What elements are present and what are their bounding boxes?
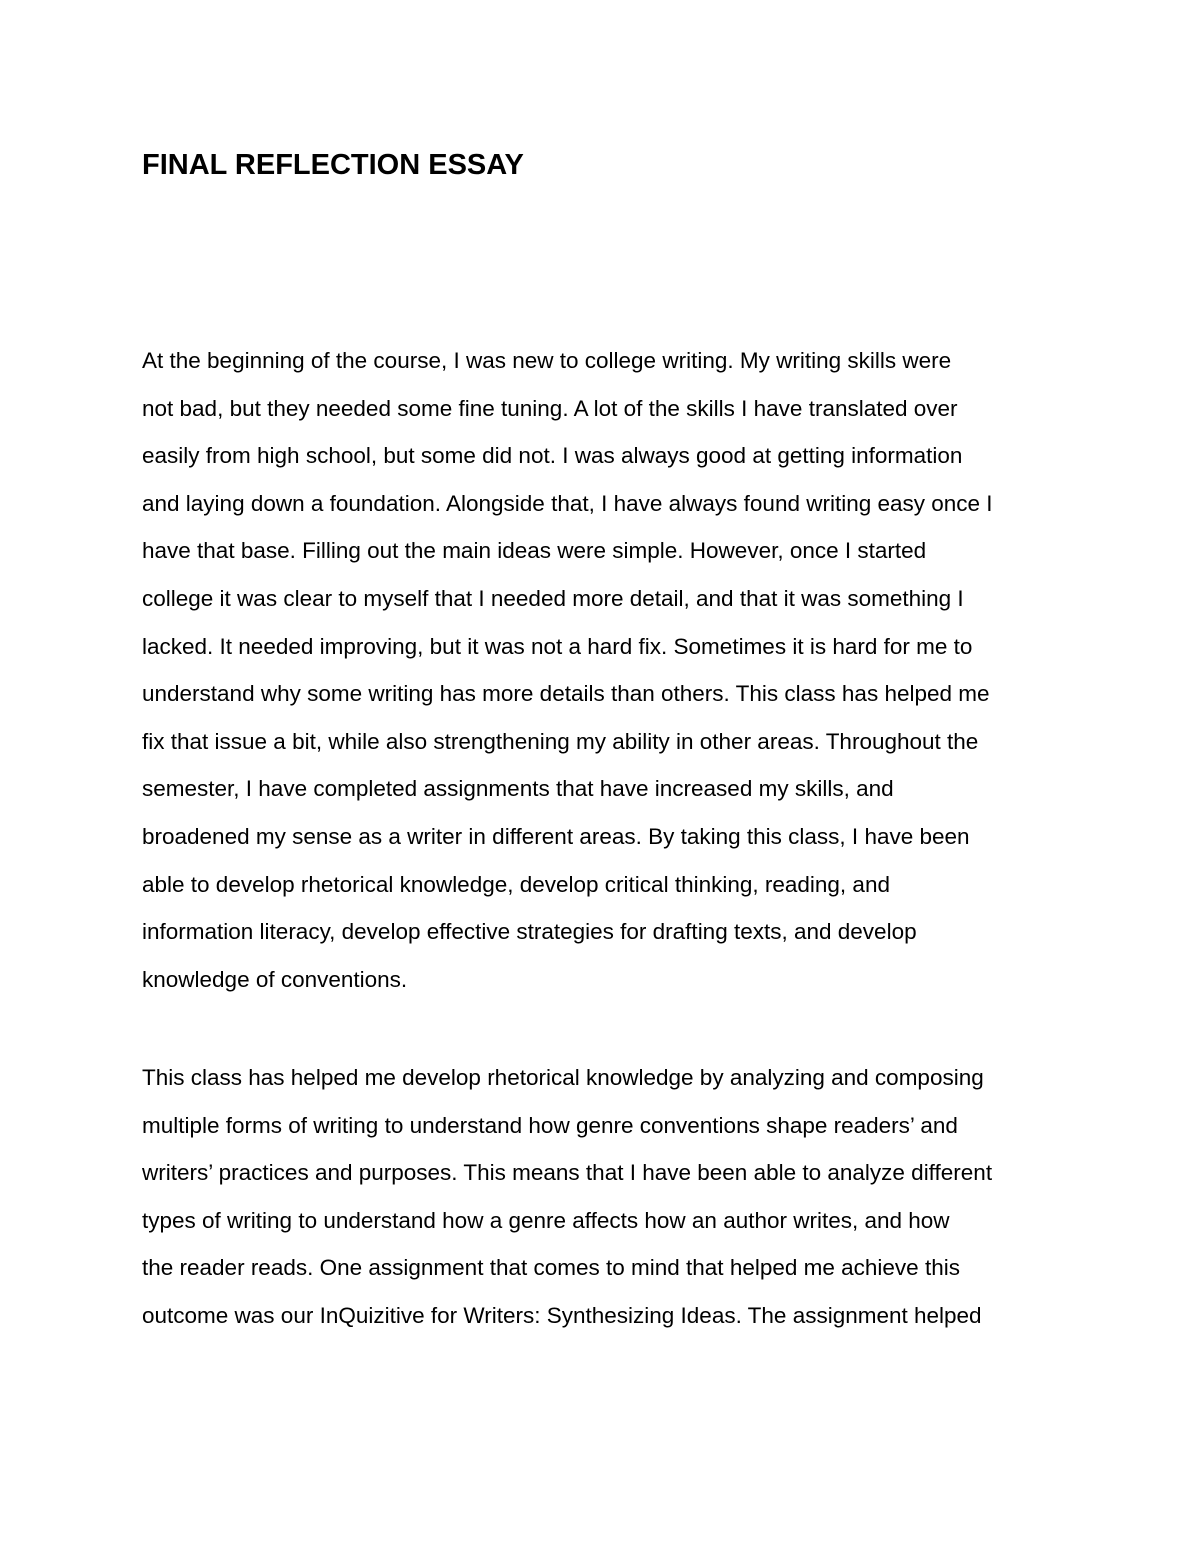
paragraph-line: lacked. It needed improving, but it was not a hard fix. Sometimes it is hard for me to xyxy=(142,633,973,659)
document-title: FINAL REFLECTION ESSAY xyxy=(142,149,524,181)
paragraph-line: easily from high school, but some did not. I was always good at getting information xyxy=(142,443,963,469)
paragraph-line: have that base. Filling out the main ideas were simple. However, once I started xyxy=(142,538,927,564)
paragraph-line: This class has helped me develop rhetorical knowledge by analyzing and composing xyxy=(142,1065,984,1090)
paragraph-line: and laying down a foundation. Alongside that, I have always found writing easy once I xyxy=(142,490,993,516)
paragraph-2 xyxy=(142,1054,1072,1340)
paragraph-line: able to develop rhetorical knowledge, develop critical thinking, reading, and xyxy=(142,871,890,897)
paragraph-line: knowledge of conventions. xyxy=(142,966,408,992)
paragraph-line: outcome was our InQuizitive for Writers: Synthesizing Ideas. The assignment helped xyxy=(142,1302,982,1328)
paragraph-line: not bad, but they needed some fine tuning. A lot of the skills I have translated over xyxy=(142,395,958,421)
paragraph-line: broadened my sense as a writer in different areas. By taking this class, I have been xyxy=(142,823,970,849)
paragraph-line: information literacy, develop effective strategies for drafting texts, and develop xyxy=(142,919,917,945)
paragraph-line: At the beginning of the course, I was new to college writing. My writing skills were xyxy=(142,348,952,373)
paragraph-line: understand why some writing has more details than others. This class has helped me xyxy=(142,681,990,707)
paragraph-1 xyxy=(142,337,1072,1003)
paragraph-line: semester, I have completed assignments that have increased my skills, and xyxy=(142,776,894,802)
paragraph-line: writers’ practices and purposes. This means that I have been able to analyze different xyxy=(142,1160,993,1186)
paragraph-line: fix that issue a bit, while also strengthening my ability in other areas. Throughout the xyxy=(142,728,979,754)
paragraph-line: multiple forms of writing to understand how genre conventions shape readers’ and xyxy=(142,1112,958,1138)
paragraph-line: types of writing to understand how a genre affects how an author writes, and how xyxy=(142,1207,950,1233)
paragraph-line: the reader reads. One assignment that comes to mind that helped me achieve this xyxy=(142,1255,960,1281)
paragraph-line: college it was clear to myself that I needed more detail, and that it was something I xyxy=(142,585,964,611)
